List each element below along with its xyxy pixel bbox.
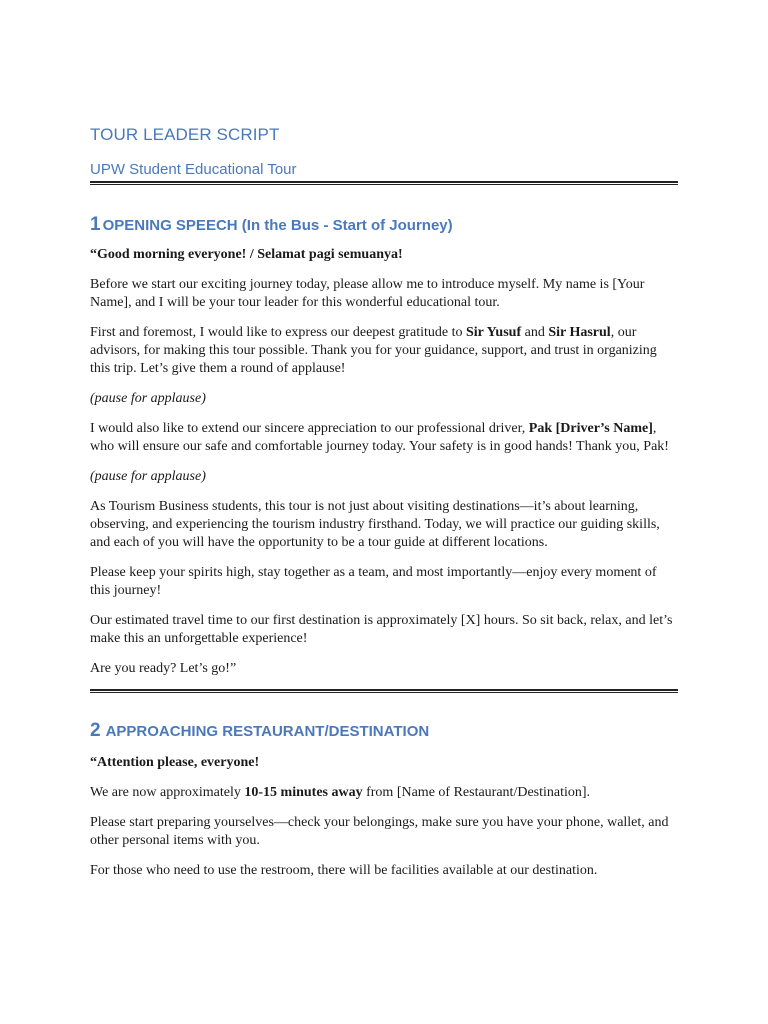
paragraph-introduction: Before we start our exciting journey today, please allow me to introduce myself. My name is [Your Name], and I will be your tour leader for this wonderful educational tour. [90, 277, 645, 310]
document-title: TOUR LEADER SCRIPT [90, 125, 280, 144]
paragraph-travel-time: Our estimated travel time to our first destination is approximately [X] hours. So sit back, relax, and let’s make this an unforgettable experience! [90, 613, 673, 646]
section-2-title: APPROACHING RESTAURANT/DESTINATION [105, 723, 430, 740]
paragraph-driver [90, 420, 678, 456]
stage-direction-pause-2: (pause for applause) [90, 469, 206, 484]
minutes-away-value: 10-15 minutes away [244, 785, 363, 800]
paragraph-gratitude-text-c: and [521, 325, 549, 340]
advisor-name-1: Sir Yusuf [465, 325, 522, 340]
title-divider [90, 181, 678, 185]
paragraph-gratitude [90, 324, 678, 378]
section-2-heading [90, 720, 678, 742]
paragraph-gratitude-text-e: , our advisors, for making this tour possible. Thank you for your guidance, support, and trust in organizing this trip. Let’s give them a round of applause! [90, 325, 657, 376]
paragraph-driver-text-a: I would also like to extend our sincere appreciation to our professional driver, [90, 421, 529, 436]
section-1-greeting: “Good morning everyone! / Selamat pagi semuanya! [90, 247, 403, 262]
section-2-greeting: “Attention please, everyone! [90, 755, 260, 770]
section-1-number: 1 [90, 214, 101, 235]
paragraph-gratitude-text-a: First and foremost, I would like to express our deepest gratitude to [90, 325, 466, 340]
section-2-number: 2 [90, 720, 101, 741]
paragraph-restroom: For those who need to use the restroom, there will be facilities available at our destination. [90, 863, 598, 878]
paragraph-ready: Are you ready? Let’s go!” [90, 661, 237, 676]
stage-direction-pause-1: (pause for applause) [90, 391, 206, 406]
paragraph-minutes-away [90, 784, 678, 802]
paragraph-spirits: Please keep your spirits high, stay together as a team, and most importantly—enjoy every moment of this journey! [90, 565, 657, 598]
driver-name: Pak [Driver’s Name] [528, 421, 653, 436]
paragraph-prepare: Please start preparing yourselves—check your belongings, make sure you have your phone, wallet, and other personal items with you. [90, 815, 669, 848]
paragraph-purpose: As Tourism Business students, this tour is not just about visiting destinations—it’s about learning, observing, and experiencing the tourism industry firsthand. Today, we will practice our guiding skills, and each of you will have the opportunity to be a tour guide at different locations. [90, 499, 660, 550]
section-1-body [90, 246, 678, 678]
section-1-heading [90, 214, 678, 236]
section-2-body [90, 754, 678, 880]
document-subtitle: UPW Student Educational Tour [90, 161, 297, 178]
paragraph-driver-text-c: , who will ensure our safe and comfortable journey today. Your safety is in good hands! Thank you, Pak! [90, 421, 669, 454]
section-divider [90, 689, 678, 693]
section-1-title: OPENING SPEECH (In the Bus - Start of Journey) [102, 217, 453, 234]
paragraph-minutes-away-text-c: from [Name of Restaurant/Destination]. [362, 785, 591, 800]
paragraph-minutes-away-text-a: We are now approximately [90, 785, 245, 800]
advisor-name-2: Sir Hasrul [548, 325, 611, 340]
